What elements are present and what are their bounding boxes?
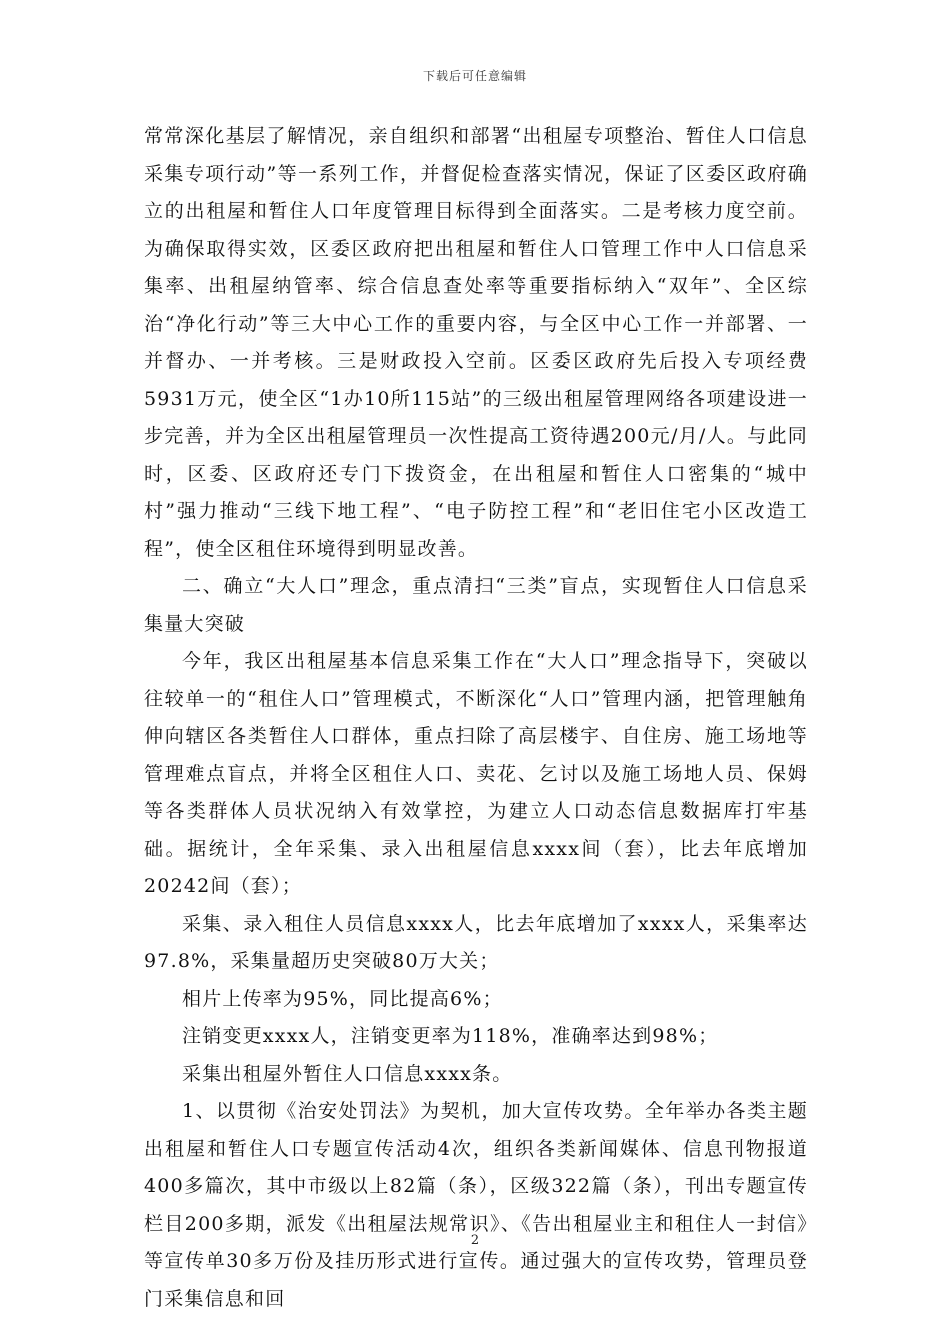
paragraph: 1、以贯彻《治安处罚法》为契机，加大宣传攻势。全年举办各类主题出租屋和暂住人口专题宣传活动4次，组织各类新闻媒体、信息刊物报道400多篇次，其中市级以上82篇（条），区级322篇（条），刊出专题宣传栏目200多期，派发《出租屋法规常识》、《告出租屋业主和租住人一封信》等宣传单30多万份及挂历形式进行宣传。通过强大的宣传攻势，管理员登门采集信息和回 — [144, 1100, 808, 1310]
paragraph-continuation: 常常深化基层了解情况，亲自组织和部署“出租屋专项整治、暂住人口信息采集专项行动”等一系列工作，并督促检查落实情况，保证了区委区政府确立的出租屋和暂住人口年度管理目标得到全面落实。二是考核力度空前。为确保取得实效，区委区政府把出租屋和暂住人口管理工作中人口信息采集率、出租屋纳管率、综合信息查处率等重要指标纳入“双年”、全区综治“净化行动”等三大中心工作的重要内容，与全区中心工作一并部署、一并督办、一并考核。三是财政投入空前。区委区政府先后投入专项经费5931万元，使全区“1办10所115站”的三级出租屋管理网络各项建设进一步完善，并为全区出租屋管理员一次性提高工资待遇200元/月/人。与此同时，区委、区政府还专门下拨资金，在出租屋和暂住人口密集的“城中村”强力推动“三线下地工程”、“电子防控工程”和“老旧住宅小区改造工程”，使全区租住环境得到明显改善。 — [144, 125, 808, 560]
page-number: 2 — [470, 1233, 480, 1248]
section-heading: 二、确立“大人口”理念，重点清扫“三类”盲点，实现暂住人口信息采集量大突破 — [144, 575, 808, 635]
document-body — [144, 118, 808, 1318]
paragraph: 采集、录入租住人员信息xxxx人，比去年底增加了xxxx人，采集率达97.8%，采集量超历史突破80万大关； — [144, 912, 808, 972]
paragraph: 今年，我区出租屋基本信息采集工作在“大人口”理念指导下，突破以往较单一的“租住人口”管理模式，不断深化“人口”管理内涵，把管理触角伸向辖区各类暂住人口群体，重点扫除了高层楼宇、自住房、施工场地等管理难点盲点，并将全区租住人口、卖花、乞讨以及施工场地人员、保姆等各类群体人员状况纳入有效掌控，为建立人口动态信息数据库打牢基础。据统计，全年采集、录入出租屋信息xxxx间（套），比去年底增加20242间（套）； — [144, 650, 808, 897]
paragraph: 注销变更xxxx人，注销变更率为118%，准确率达到98%； — [182, 1025, 719, 1047]
page-header: 下载后可任意编辑 — [422, 69, 527, 83]
paragraph: 采集出租屋外暂住人口信息xxxx条。 — [182, 1062, 513, 1085]
paragraph: 相片上传率为95%，同比提高6%； — [182, 987, 503, 1010]
